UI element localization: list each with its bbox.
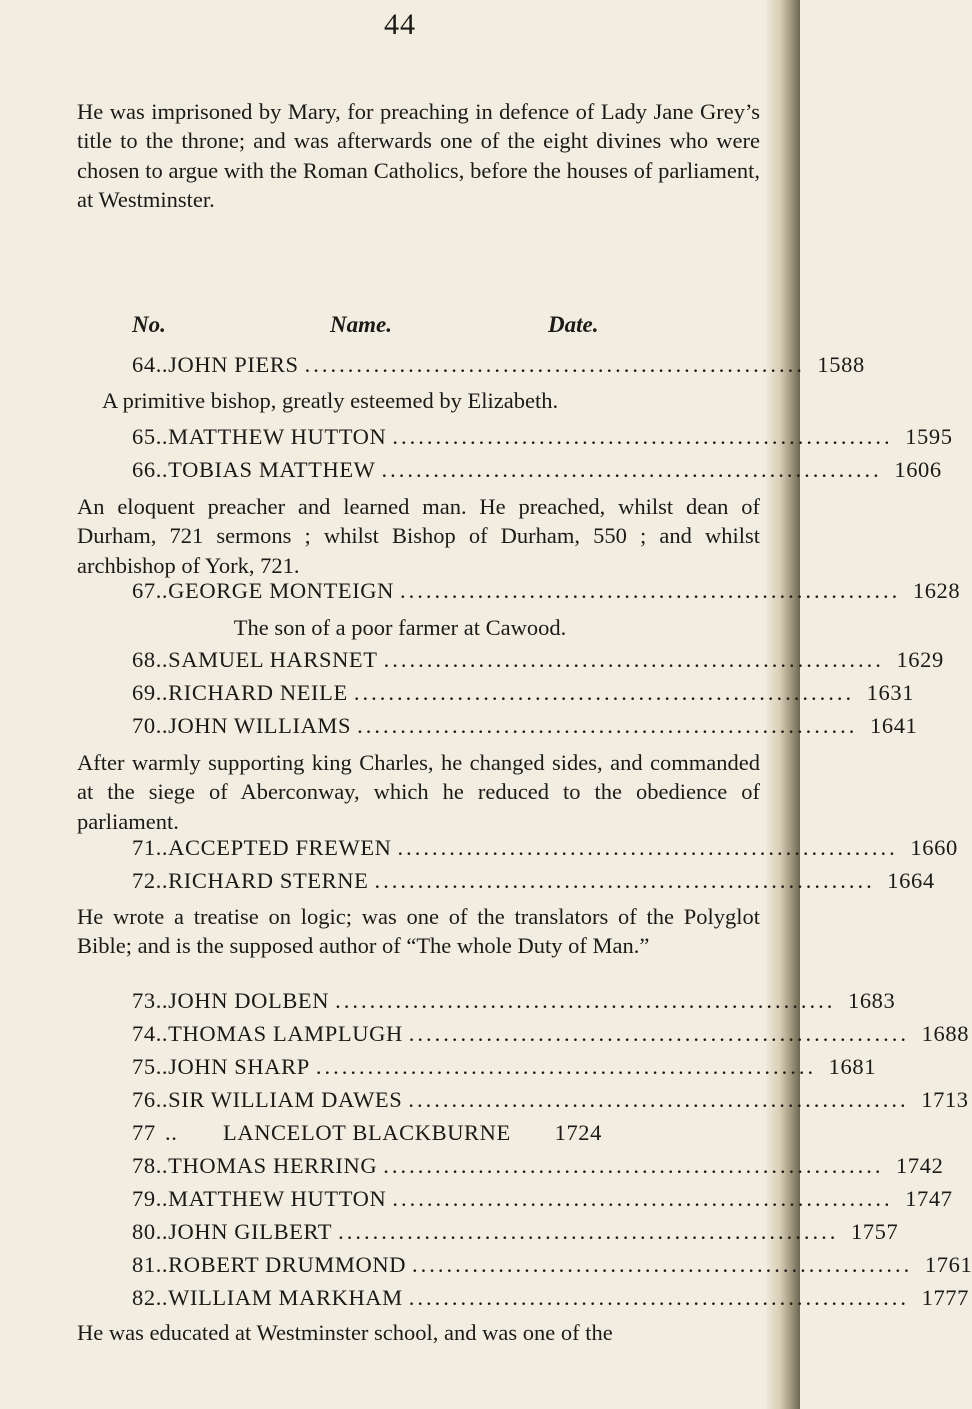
- entry-name: THOMAS LAMPLUGH: [168, 1021, 403, 1046]
- entry-date: 1683: [847, 988, 896, 1013]
- note-monteign: The son of a poor farmer at Cawood.: [233, 615, 567, 640]
- entry-number: 77: [132, 1120, 156, 1145]
- note-sterne: He wrote a treatise on logic; was one of the translators of the Polyglot Bible; and is the supposed author of “The whole Duty of Man.”: [77, 904, 760, 959]
- list-item: [132, 352, 865, 384]
- leader-dots: ..........................................................: [392, 1186, 893, 1211]
- leader-dots: ..........................................................: [412, 1252, 913, 1277]
- entry-name: THOMAS HERRING: [168, 1153, 378, 1178]
- note-matthew: An eloquent preacher and learned man. He preached, whilst dean of Durham, 721 sermons ; whilst Bishop of Durham, 550 ; and whilst archbishop of York, 721.: [77, 494, 760, 578]
- entry-number: 64: [132, 352, 156, 377]
- entry-date: 1747: [905, 1186, 953, 1211]
- entry-name: JOHN DOLBEN: [168, 988, 330, 1013]
- entry-number: 65: [132, 424, 156, 449]
- entry-date: 1629: [896, 647, 944, 672]
- leader-dots: ..........................................................: [408, 1021, 910, 1046]
- leader-dots: ..........................................................: [315, 1054, 817, 1079]
- entry-date: 1628: [912, 578, 961, 603]
- leader-dots: ..........................................................: [304, 352, 805, 377]
- list-item: [132, 835, 958, 867]
- entry-number: 79: [132, 1186, 156, 1211]
- entry-number: 66: [132, 457, 156, 482]
- leader-dots: ..........................................................: [353, 680, 855, 705]
- entry-name: SIR WILLIAM DAWES: [168, 1087, 403, 1112]
- list-item: [132, 647, 944, 679]
- entry-separator: ..: [155, 835, 169, 860]
- entry-separator: ..: [155, 1252, 169, 1277]
- list-item: [132, 1252, 972, 1284]
- entry-separator: ..: [155, 713, 169, 738]
- entry-date: 1724: [554, 1120, 602, 1145]
- leader-dots: ..........................................................: [392, 424, 893, 449]
- entry-separator: ..: [155, 1021, 169, 1046]
- entry-date: 1757: [850, 1219, 899, 1244]
- entry-number: 75: [132, 1054, 156, 1079]
- entry-separator: ..: [155, 1285, 169, 1310]
- entry-separator: ..: [155, 680, 169, 705]
- entry-number: 76: [132, 1087, 156, 1112]
- entry-separator: ..: [155, 1054, 169, 1079]
- leader-dots: ..........................................................: [397, 835, 898, 860]
- list-item: [132, 457, 942, 489]
- entry-separator: ..: [165, 1120, 178, 1145]
- entry-name: TOBIAS MATTHEW: [168, 457, 376, 482]
- list-item: [132, 1285, 970, 1317]
- leader-dots: ..........................................................: [381, 457, 882, 482]
- entry-date: 1761: [924, 1252, 972, 1277]
- header-no: No.: [132, 312, 166, 337]
- list-item: [132, 1087, 969, 1119]
- leader-dots: ..........................................................: [338, 1219, 839, 1244]
- intro-paragraph: He was imprisoned by Mary, for preaching in defence of Lady Jane Grey’s title to the throne; and was afterwards one of the eight divines who were chosen to argue with the Roman Catholics, before the houses of parliament, at Westminster.: [77, 99, 760, 213]
- list-item: [132, 424, 953, 456]
- list-item: [132, 1153, 944, 1185]
- leader-dots: ..........................................................: [408, 1087, 909, 1112]
- entry-date: 1777: [921, 1285, 970, 1310]
- entry-number: 70: [132, 713, 156, 738]
- list-item: [132, 1120, 602, 1152]
- entry-date: 1681: [828, 1054, 877, 1079]
- entry-date: 1742: [896, 1153, 944, 1178]
- leader-dots: ..........................................................: [383, 647, 884, 672]
- entry-separator: ..: [155, 352, 169, 377]
- entry-number: 81: [132, 1252, 156, 1277]
- entry-number: 82: [132, 1285, 156, 1310]
- entry-number: 73: [132, 988, 156, 1013]
- entry-separator: ..: [155, 1153, 169, 1178]
- leader-dots: ..........................................................: [383, 1153, 884, 1178]
- entry-number: 80: [132, 1219, 156, 1244]
- note-piers: A primitive bishop, greatly esteemed by Elizabeth.: [102, 388, 559, 413]
- entry-separator: ..: [155, 868, 169, 893]
- list-item: [132, 1054, 877, 1086]
- entry-number: 69: [132, 680, 156, 705]
- entry-separator: ..: [155, 1186, 169, 1211]
- note-markham: He was educated at Westminster school, and was one of the: [77, 1320, 613, 1345]
- entry-separator: ..: [155, 1219, 169, 1244]
- entry-date: 1588: [817, 352, 865, 377]
- note-williams: After warmly supporting king Charles, he changed sides, and commanded at the siege of Aberconway, which he reduced to the obedience of parliament.: [77, 750, 760, 834]
- entry-number: 78: [132, 1153, 156, 1178]
- entry-date: 1664: [887, 868, 935, 893]
- entry-name: RICHARD NEILE: [168, 680, 348, 705]
- entry-separator: ..: [155, 424, 169, 449]
- entry-name: JOHN GILBERT: [168, 1219, 333, 1244]
- entry-date: 1606: [894, 457, 942, 482]
- entry-number: 71: [132, 835, 156, 860]
- entry-name: GEORGE MONTEIGN: [168, 578, 395, 603]
- entry-date: 1595: [905, 424, 953, 449]
- entry-name: LANCELOT BLACKBURNE: [223, 1120, 511, 1145]
- entry-separator: ..: [155, 457, 169, 482]
- entry-name: JOHN SHARP: [168, 1054, 310, 1079]
- entry-name: RICHARD STERNE: [168, 868, 369, 893]
- entry-date: 1631: [866, 680, 915, 705]
- entry-number: 67: [132, 578, 156, 603]
- entry-name: MATTHEW HUTTON: [168, 1186, 387, 1211]
- list-item: [132, 713, 918, 745]
- header-date: Date.: [548, 312, 599, 337]
- entry-name: JOHN PIERS: [168, 352, 299, 377]
- leader-dots: ..........................................................: [408, 1285, 910, 1310]
- list-item: [132, 988, 896, 1020]
- entry-separator: ..: [155, 988, 169, 1013]
- page-number: 44: [384, 8, 416, 41]
- list-item: [132, 868, 935, 900]
- list-item: [132, 1021, 970, 1053]
- list-item: [132, 1186, 953, 1218]
- entry-name: WILLIAM MARKHAM: [168, 1285, 403, 1310]
- entry-number: 72: [132, 868, 156, 893]
- list-item: [132, 680, 915, 712]
- entry-name: JOHN WILLIAMS: [168, 713, 352, 738]
- entry-separator: ..: [155, 578, 169, 603]
- leader-dots: ..........................................................: [335, 988, 836, 1013]
- entry-name: SAMUEL HARSNET: [168, 647, 378, 672]
- entry-name: ACCEPTED FREWEN: [168, 835, 392, 860]
- entry-date: 1688: [921, 1021, 970, 1046]
- leader-dots: ..........................................................: [357, 713, 858, 738]
- entry-separator: ..: [155, 1087, 169, 1112]
- leader-dots: ..........................................................: [400, 578, 901, 603]
- entry-date: 1713: [921, 1087, 969, 1112]
- entry-number: 74: [132, 1021, 156, 1046]
- entry-date: 1660: [910, 835, 958, 860]
- list-item: [132, 578, 961, 610]
- leader-dots: ..........................................................: [374, 868, 875, 893]
- column-headers: [0, 312, 800, 344]
- entry-separator: ..: [155, 647, 169, 672]
- entry-number: 68: [132, 647, 156, 672]
- entry-name: MATTHEW HUTTON: [168, 424, 387, 449]
- entry-date: 1641: [870, 713, 918, 738]
- header-name: Name.: [330, 312, 392, 337]
- list-item: [132, 1219, 899, 1251]
- entry-name: ROBERT DRUMMOND: [168, 1252, 407, 1277]
